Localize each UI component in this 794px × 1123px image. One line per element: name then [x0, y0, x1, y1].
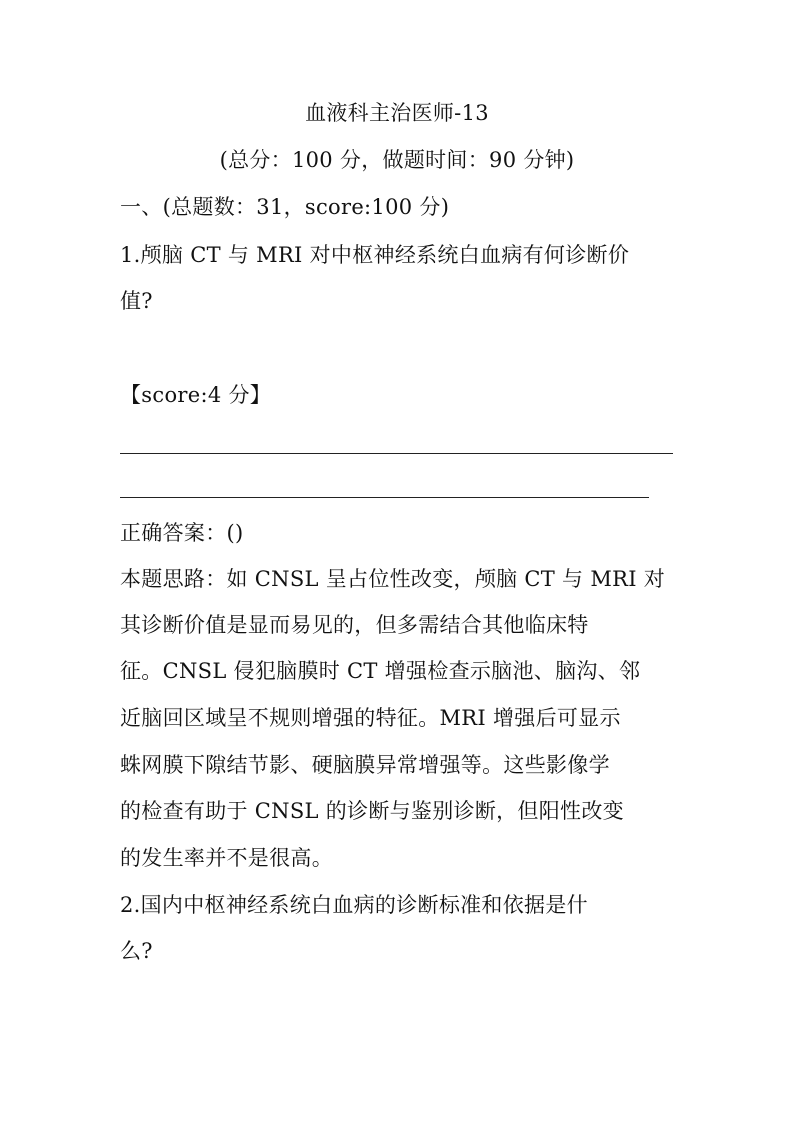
question-text-line: 1.颅脑 CT 与 MRI 对中枢神经系统白血病有何诊断价: [120, 243, 630, 267]
explanation-line: 蛛网膜下隙结节影、硬脑膜异常增强等。这些影像学: [120, 753, 610, 777]
explanation-line: 其诊断价值是显而易见的，但多需结合其他临床特: [120, 613, 589, 637]
answer-blank-line: [120, 453, 673, 454]
question-text-line: 么?: [120, 939, 153, 963]
explanation-line: 的检查有助于 CNSL 的诊断与鉴别诊断，但阳性改变: [120, 799, 624, 823]
question-score: 【score:4 分】: [120, 383, 272, 407]
correct-answer: 正确答案：(): [120, 521, 244, 545]
explanation-line: 近脑回区域呈不规则增强的特征。MRI 增强后可显示: [120, 706, 621, 730]
explanation-line: 的发生率并不是很高。: [120, 846, 333, 870]
document-title: 血液科主治医师-13: [305, 101, 489, 125]
question-text-line: 值?: [120, 289, 153, 313]
section-header: 一、(总题数：31，score:100 分): [120, 195, 450, 219]
answer-blank-line: [120, 497, 649, 498]
question-text-line: 2.国内中枢神经系统白血病的诊断标准和依据是什: [120, 893, 588, 917]
document-subtitle: (总分：100 分，做题时间：90 分钟): [219, 148, 575, 172]
explanation-line: 本题思路：如 CNSL 呈占位性改变，颅脑 CT 与 MRI 对: [120, 567, 666, 591]
explanation-line: 征。CNSL 侵犯脑膜时 CT 增强检查示脑池、脑沟、邻: [120, 659, 641, 683]
